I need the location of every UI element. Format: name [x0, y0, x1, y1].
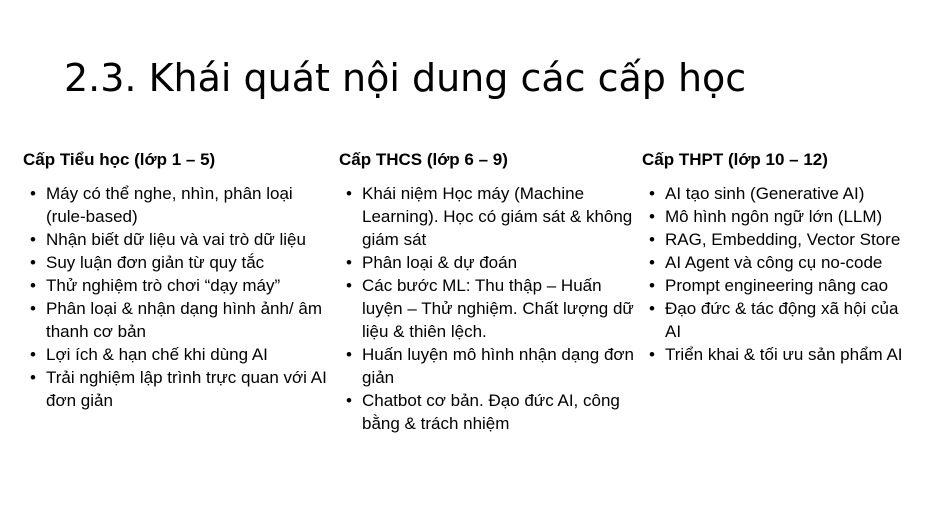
list-item	[23, 182, 335, 228]
list-item-text: Mô hình ngôn ngữ lớn (LLM)	[665, 207, 883, 226]
list-item-text: Triển khai & tối ưu sản phẩm AI	[665, 345, 903, 364]
list-item-text: AI tạo sinh (Generative AI)	[665, 184, 865, 203]
bullet-icon: •	[30, 345, 36, 364]
bullet-icon: •	[649, 276, 655, 295]
list-item-text: Máy có thể nghe, nhìn, phân loại (rule-based)	[46, 184, 293, 226]
list-item	[642, 228, 912, 251]
bullet-icon: •	[649, 184, 655, 203]
bullet-list	[23, 182, 335, 412]
bullet-icon: •	[649, 253, 655, 272]
bullet-icon: •	[649, 345, 655, 364]
bullet-icon: •	[30, 230, 36, 249]
column-heading: Cấp THPT (lớp 10 – 12)	[642, 150, 828, 169]
list-item-text: Lợi ích & hạn chế khi dùng AI	[46, 345, 268, 364]
column-primary	[23, 148, 335, 412]
list-item	[23, 251, 335, 274]
list-item	[23, 343, 335, 366]
column-upper-secondary	[642, 148, 912, 366]
list-item	[642, 297, 912, 343]
list-item	[339, 251, 641, 274]
list-item-text: Thử nghiệm trò chơi “dạy máy”	[46, 276, 281, 295]
bullet-list	[339, 182, 641, 435]
column-heading: Cấp THCS (lớp 6 – 9)	[339, 150, 508, 169]
list-item-text: RAG, Embedding, Vector Store	[665, 230, 901, 249]
list-item	[642, 274, 912, 297]
bullet-icon: •	[30, 276, 36, 295]
bullet-icon: •	[346, 184, 352, 203]
list-item	[339, 389, 641, 435]
list-item-text: Chatbot cơ bản. Đạo đức AI, công bằng & trách nhiệm	[362, 391, 620, 433]
bullet-icon: •	[30, 299, 36, 318]
list-item-text: Khái niệm Học máy (Machine Learning). Học có giám sát & không giám sát	[362, 184, 633, 249]
list-item	[339, 182, 641, 251]
bullet-icon: •	[346, 276, 352, 295]
list-item	[23, 297, 335, 343]
list-item-text: Phân loại & nhận dạng hình ảnh/ âm thanh cơ bản	[46, 299, 322, 341]
list-item-text: AI Agent và công cụ no-code	[665, 253, 883, 272]
bullet-icon: •	[30, 253, 36, 272]
list-item	[23, 228, 335, 251]
list-item	[642, 251, 912, 274]
list-item-text: Huấn luyện mô hình nhận dạng đơn giản	[362, 345, 635, 387]
bullet-icon: •	[346, 391, 352, 410]
column-heading: Cấp Tiểu học (lớp 1 – 5)	[23, 150, 216, 169]
list-item-text: Prompt engineering nâng cao	[665, 276, 889, 295]
list-item	[23, 366, 335, 412]
list-item	[642, 205, 912, 228]
bullet-icon: •	[649, 230, 655, 249]
list-item	[23, 274, 335, 297]
bullet-icon: •	[649, 299, 655, 318]
list-item	[642, 343, 912, 366]
list-item	[339, 343, 641, 389]
bullet-icon: •	[649, 207, 655, 226]
list-item	[339, 274, 641, 343]
list-item-text: Trải nghiệm lập trình trực quan với AI đơn giản	[46, 368, 327, 410]
list-item-text: Nhận biết dữ liệu và vai trò dữ liệu	[46, 230, 306, 249]
bullet-list	[642, 182, 912, 366]
column-lower-secondary	[339, 148, 641, 435]
list-item-text: Đạo đức & tác động xã hội của AI	[665, 299, 899, 341]
list-item-text: Phân loại & dự đoán	[362, 253, 518, 272]
bullet-icon: •	[30, 184, 36, 203]
list-item-text: Các bước ML: Thu thập – Huấn luyện – Thử nghiệm. Chất lượng dữ liệu & thiên lệch.	[362, 276, 634, 341]
list-item-text: Suy luận đơn giản từ quy tắc	[46, 253, 265, 272]
bullet-icon: •	[346, 253, 352, 272]
bullet-icon: •	[30, 368, 36, 387]
slide-title: 2.3. Khái quát nội dung các cấp học	[64, 56, 747, 100]
bullet-icon: •	[346, 345, 352, 364]
list-item	[642, 182, 912, 205]
